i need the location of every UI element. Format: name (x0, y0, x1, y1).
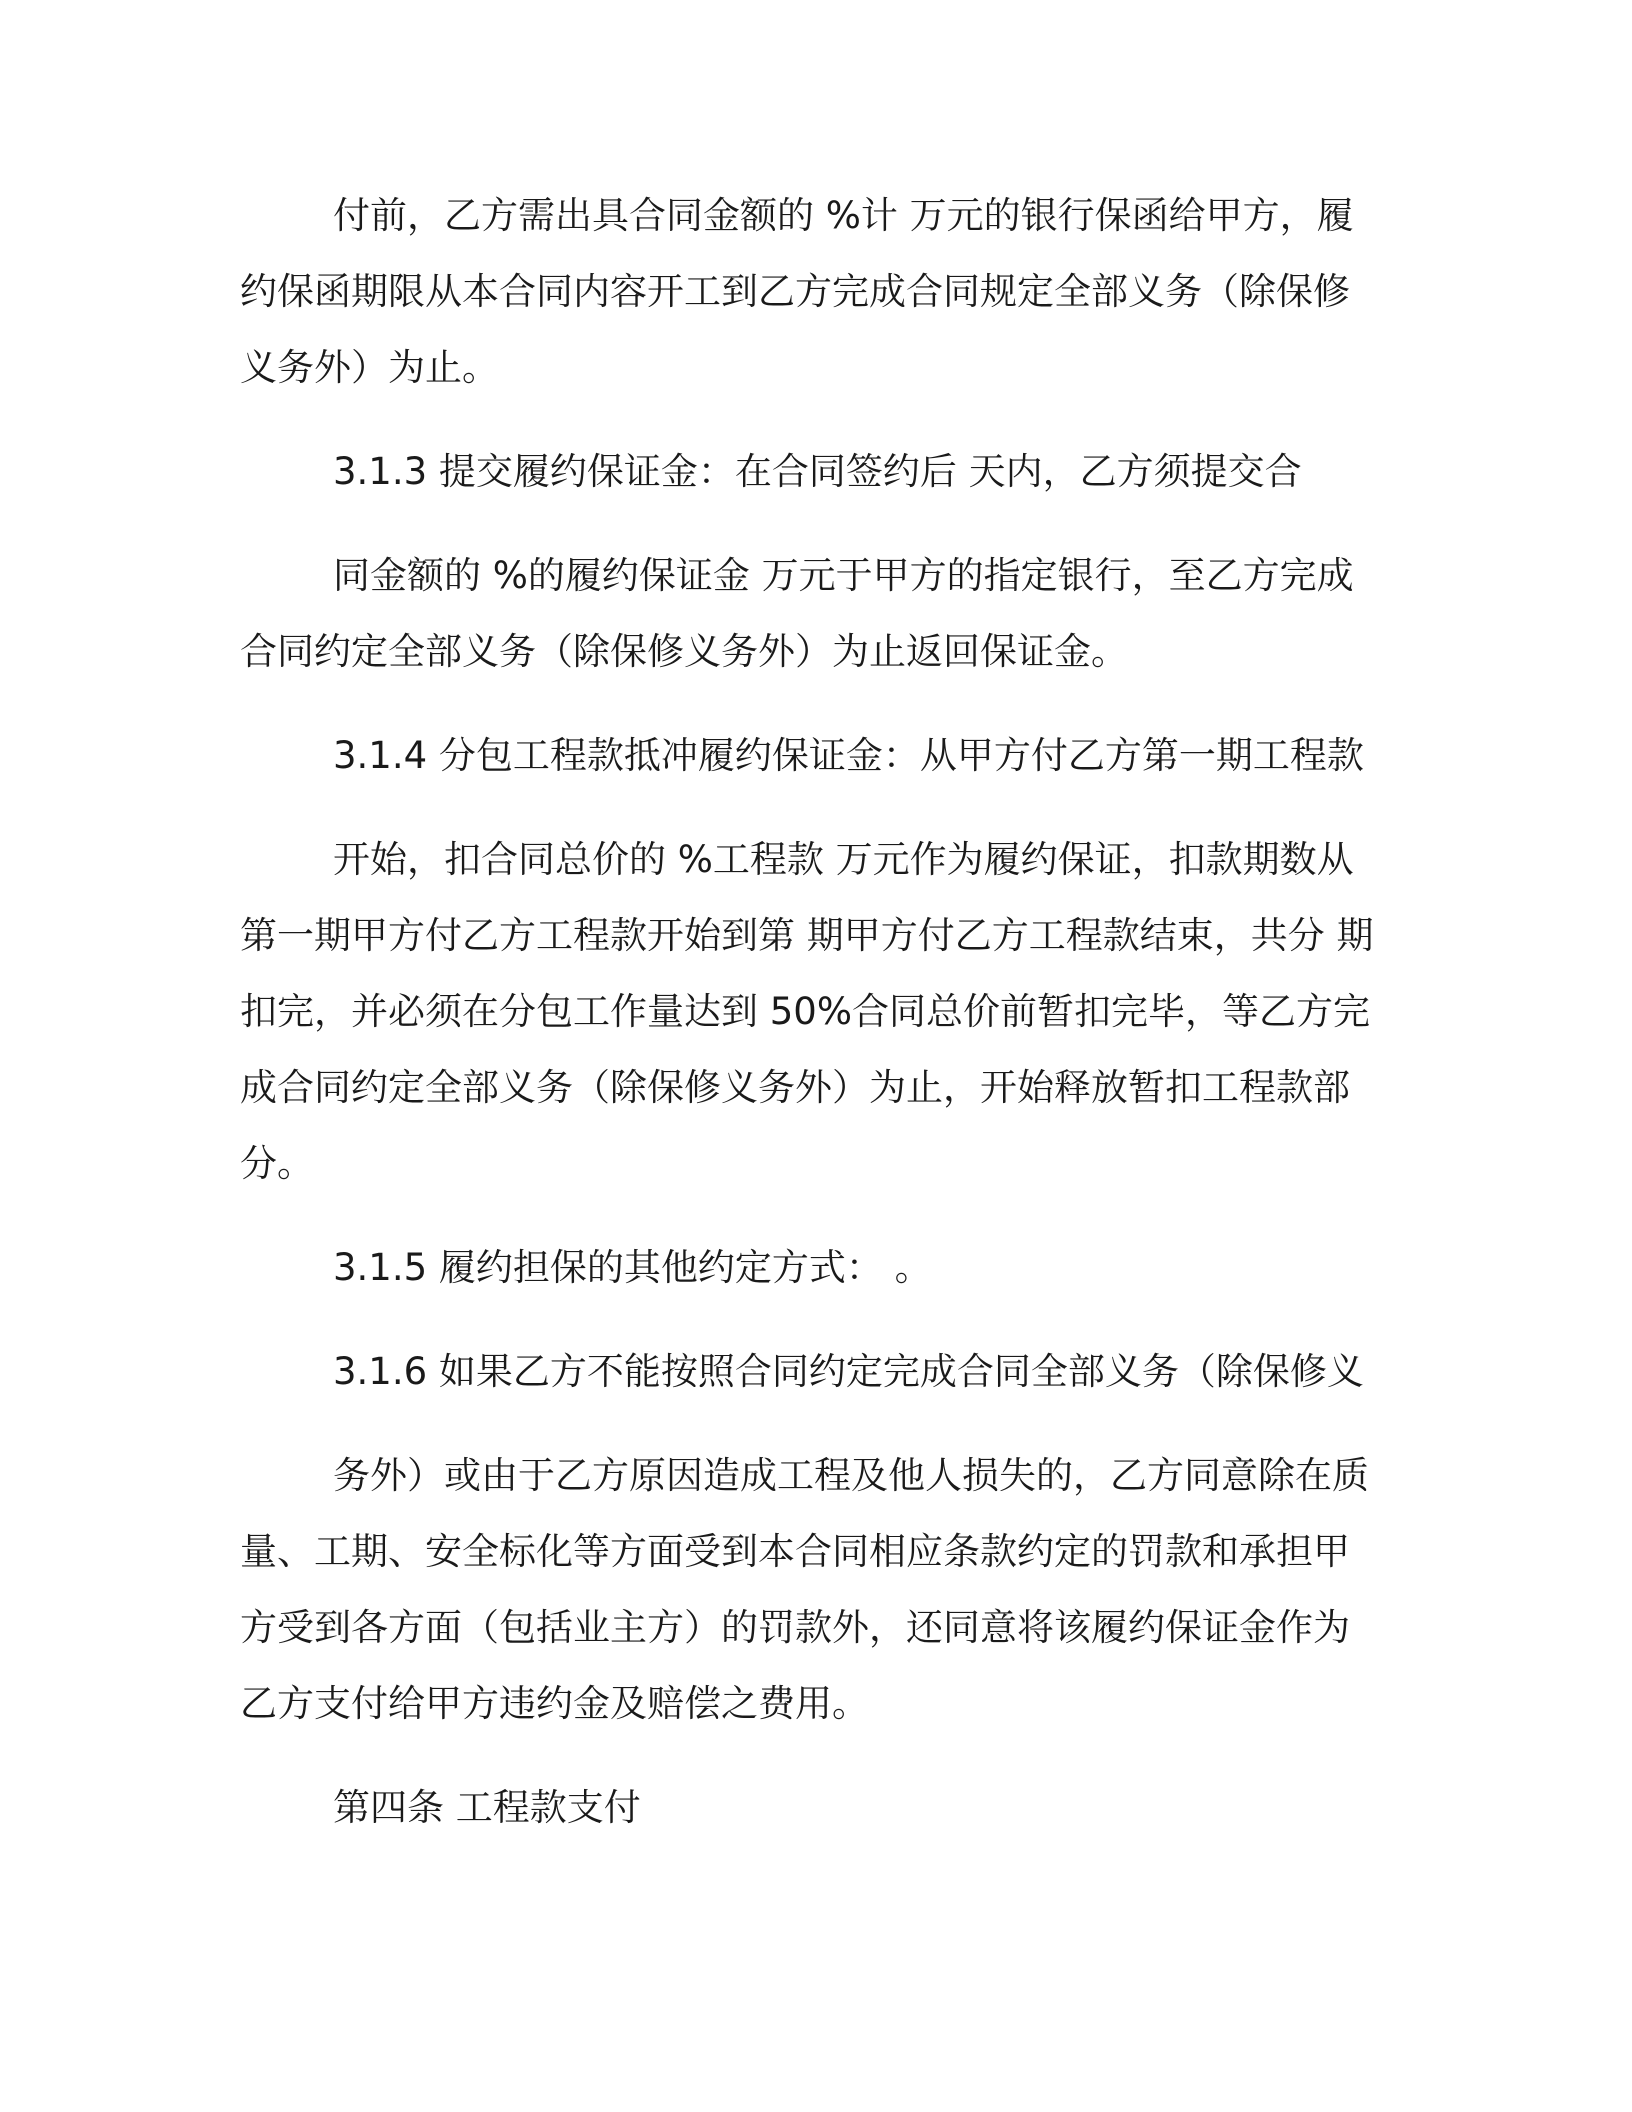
paragraph-line: 3.1.3 提交履约保证金：在合同签约后 天内，乙方须提交合 (333, 450, 1302, 493)
paragraph-line: 合同约定全部义务（除保修义务外）为止返回保证金。 (240, 630, 1128, 673)
paragraph-line: 扣完，并必须在分包工作量达到 50%合同总价前暂扣完毕，等乙方完 (240, 990, 1370, 1033)
paragraph-line: 约保函期限从本合同内容开工到乙方完成合同规定全部义务（除保修 (240, 270, 1350, 313)
paragraph-withholding-terms (240, 822, 1390, 1202)
paragraph-line: 开始，扣合同总价的 %工程款 万元作为履约保证，扣款期数从 (333, 838, 1354, 881)
paragraph-line: 成合同约定全部义务（除保修义务外）为止，开始释放暂扣工程款部 (240, 1066, 1350, 1109)
paragraph-line: 付前，乙方需出具合同金额的 %计 万元的银行保函给甲方，履 (333, 194, 1354, 237)
paragraph-deposit-amount (240, 538, 1390, 690)
paragraph-line: 分。 (240, 1142, 314, 1185)
document-body (240, 178, 1390, 1874)
clause-3-1-6 (240, 1334, 1390, 1410)
paragraph-line: 方受到各方面（包括业主方）的罚款外，还同意将该履约保证金作为 (240, 1606, 1350, 1649)
paragraph-line: 3.1.6 如果乙方不能按照合同约定完成合同全部义务（除保修义 (333, 1350, 1364, 1393)
paragraph-line: 量、工期、安全标化等方面受到本合同相应条款约定的罚款和承担甲 (240, 1530, 1350, 1573)
paragraph-breach-compensation (240, 1438, 1390, 1742)
clause-3-1-4 (240, 718, 1390, 794)
paragraph-performance-guarantee-letter (240, 178, 1390, 406)
clause-3-1-3 (240, 434, 1390, 510)
paragraph-line: 第一期甲方付乙方工程款开始到第 期甲方付乙方工程款结束，共分 期 (240, 914, 1374, 957)
paragraph-line: 务外）或由于乙方原因造成工程及他人损失的，乙方同意除在质 (333, 1454, 1369, 1497)
paragraph-line: 3.1.4 分包工程款抵冲履约保证金：从甲方付乙方第一期工程款 (333, 734, 1364, 777)
section-heading-article-4 (240, 1770, 1390, 1846)
paragraph-line: 3.1.5 履约担保的其他约定方式： 。 (333, 1246, 932, 1289)
clause-3-1-5 (240, 1230, 1390, 1306)
paragraph-line: 乙方支付给甲方违约金及赔偿之费用。 (240, 1682, 869, 1725)
section-heading: 第四条 工程款支付 (333, 1786, 641, 1829)
paragraph-line: 同金额的 %的履约保证金 万元于甲方的指定银行，至乙方完成 (333, 554, 1354, 597)
paragraph-line: 义务外）为止。 (240, 346, 499, 389)
